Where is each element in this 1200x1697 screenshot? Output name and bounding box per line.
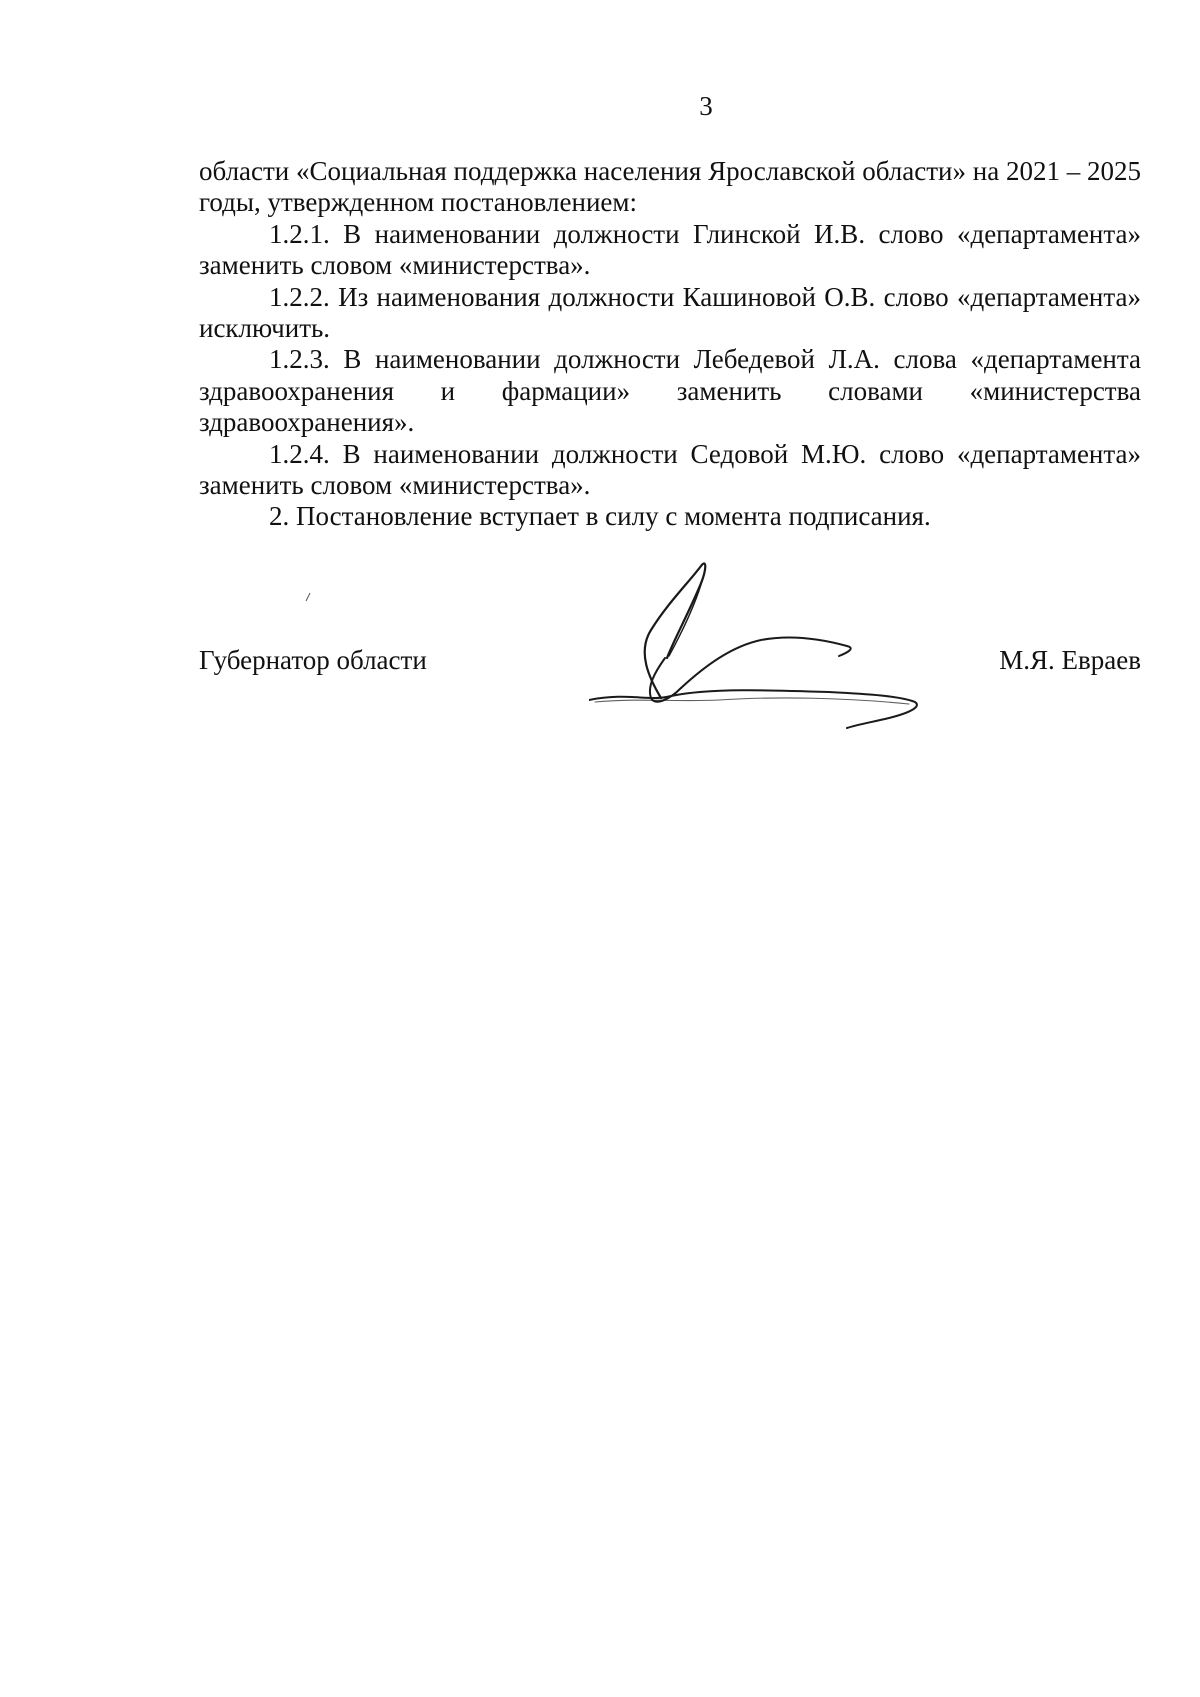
paragraph-2: 2. Постановление вступает в силу с момента подписания. — [269, 501, 931, 532]
paragraph-1-2-1: 1.2.1. В наименовании должности Глинской И.В. слово «департамента» заменить словом «министерства». — [199, 218, 1141, 281]
handwritten-signature — [589, 560, 959, 740]
page-number: 3 — [699, 91, 713, 121]
signer-name: М.Я. Евраев — [999, 645, 1141, 675]
document-body — [199, 156, 1141, 533]
signer-title: Губернатор области — [199, 645, 427, 675]
paragraph-continuation: области «Социальная поддержка населения Ярославской области» на 2021 – 2025 годы, утвержденном постановлением: — [199, 156, 1141, 218]
paragraph-1-2-4: 1.2.4. В наименовании должности Седовой М.Ю. слово «департамента» заменить словом «министерства». — [199, 438, 1141, 501]
paragraph-1-2-2: 1.2.2. Из наименования должности Кашиновой О.В. слово «департамента» исключить. — [199, 281, 1141, 344]
signature-block — [199, 560, 1141, 740]
paragraph-1-2-3: 1.2.3. В наименовании должности Лебедевой Л.А. слова «департамента здравоохранения и фармации» заменить словами «министерства здравоохранения». — [199, 344, 1141, 438]
